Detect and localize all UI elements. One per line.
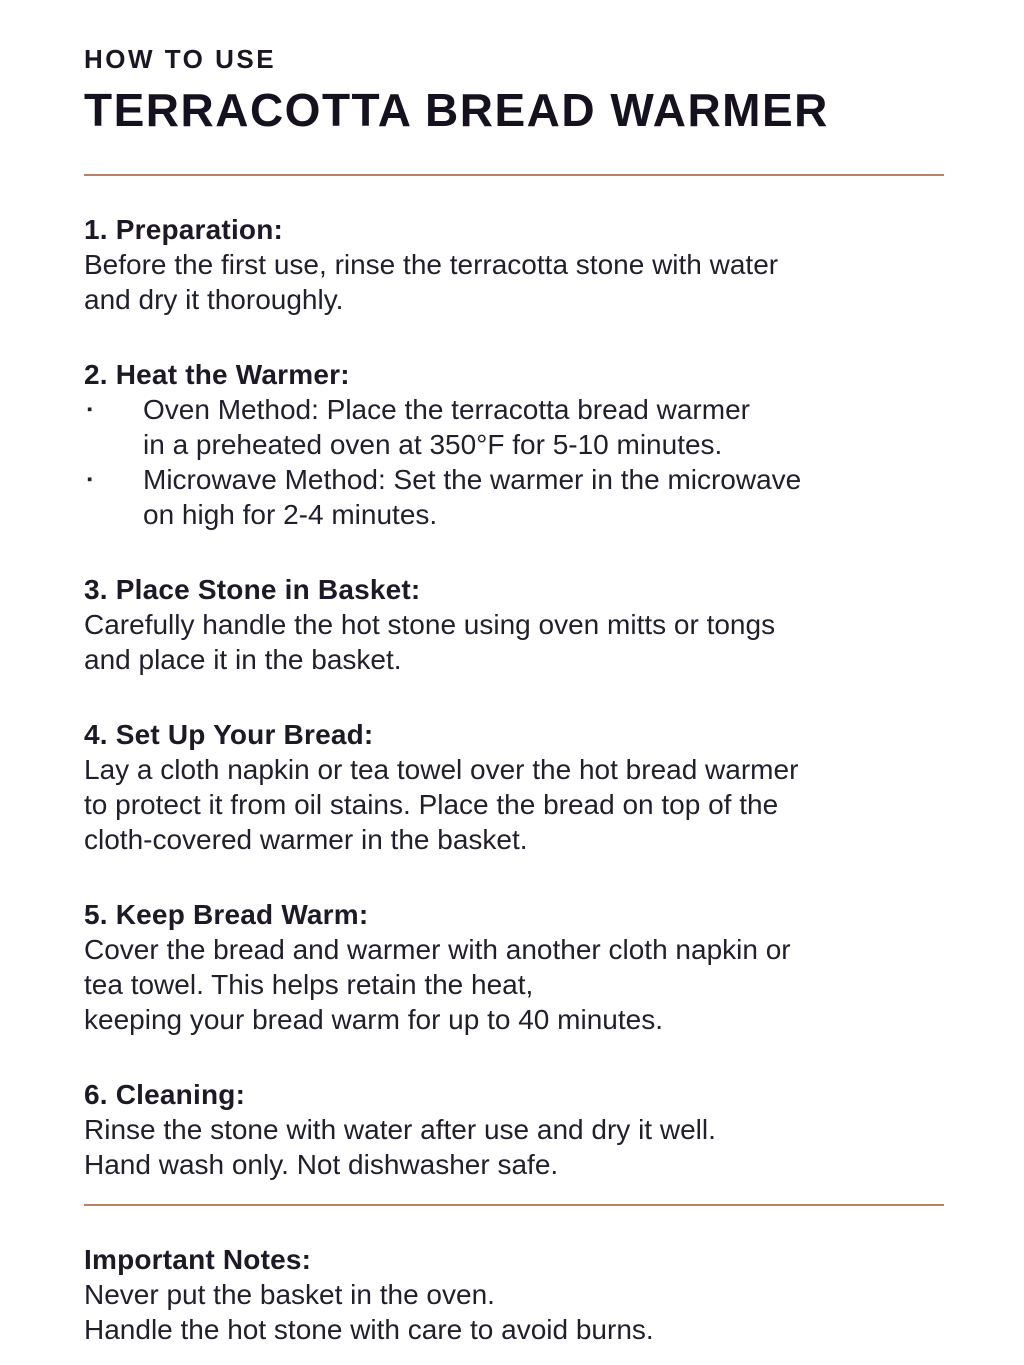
text-line: Before the first use, rinse the terracotta stone with water <box>84 249 779 280</box>
section-set-up-your-bread <box>84 717 944 857</box>
bullet-text <box>143 462 944 532</box>
section-heading: 2. Heat the Warmer: <box>84 359 350 390</box>
page-title: TERRACOTTA BREAD WARMER <box>84 84 829 136</box>
text-line: Rinse the stone with water after use and dry it well. <box>84 1114 716 1145</box>
section-cleaning <box>84 1077 944 1182</box>
bottom-divider <box>84 1204 944 1206</box>
eyebrow-text: HOW TO USE <box>84 44 277 74</box>
section-paragraph <box>84 1112 944 1182</box>
section-paragraph <box>84 932 944 1037</box>
section-heading: 3. Place Stone in Basket: <box>84 574 421 605</box>
notes-heading: Important Notes: <box>84 1244 312 1275</box>
text-line: and place it in the basket. <box>84 644 402 675</box>
text-line: and dry it thoroughly. <box>84 284 344 315</box>
text-line: Oven Method: Place the terracotta bread warmer <box>143 394 750 425</box>
text-line: Carefully handle the hot stone using oven mitts or tongs <box>84 609 776 640</box>
text-line: Hand wash only. Not dishwasher safe. <box>84 1149 559 1180</box>
bullet-square-icon: ▪ <box>87 471 93 488</box>
text-line: Lay a cloth napkin or tea towel over the hot bread warmer <box>84 754 799 785</box>
bullet-list <box>84 392 944 532</box>
text-line: Handle the hot stone with care to avoid burns. <box>84 1314 654 1345</box>
text-line: keeping your bread warm for up to 40 minutes. <box>84 1004 663 1035</box>
section-heading: 4. Set Up Your Bread: <box>84 719 374 750</box>
bullet-text <box>143 392 944 462</box>
section-important-notes <box>84 1242 944 1347</box>
document-header <box>84 44 944 138</box>
notes-paragraph <box>84 1277 944 1347</box>
text-line: cloth-covered warmer in the basket. <box>84 824 528 855</box>
section-heat-the-warmer <box>84 357 944 532</box>
section-paragraph <box>84 247 944 317</box>
text-line: in a preheated oven at 350°F for 5-10 minutes. <box>143 429 723 460</box>
top-divider <box>84 174 944 176</box>
text-line: tea towel. This helps retain the heat, <box>84 969 534 1000</box>
text-line: to protect it from oil stains. Place the bread on top of the <box>84 789 779 820</box>
section-paragraph <box>84 607 944 677</box>
text-line: Never put the basket in the oven. <box>84 1279 495 1310</box>
text-line: Cover the bread and warmer with another cloth napkin or <box>84 934 791 965</box>
section-keep-bread-warm <box>84 897 944 1037</box>
section-heading: 6. Cleaning: <box>84 1079 246 1110</box>
text-line: Microwave Method: Set the warmer in the microwave <box>143 464 802 495</box>
section-preparation <box>84 212 944 317</box>
bullet-item <box>84 462 944 532</box>
text-line: on high for 2-4 minutes. <box>143 499 438 530</box>
section-place-stone-in-basket <box>84 572 944 677</box>
instructions-body <box>84 212 944 1182</box>
section-paragraph <box>84 752 944 857</box>
section-heading: 5. Keep Bread Warm: <box>84 899 369 930</box>
bullet-square-icon: ▪ <box>87 401 93 418</box>
section-heading: 1. Preparation: <box>84 214 284 245</box>
bullet-item <box>84 392 944 462</box>
